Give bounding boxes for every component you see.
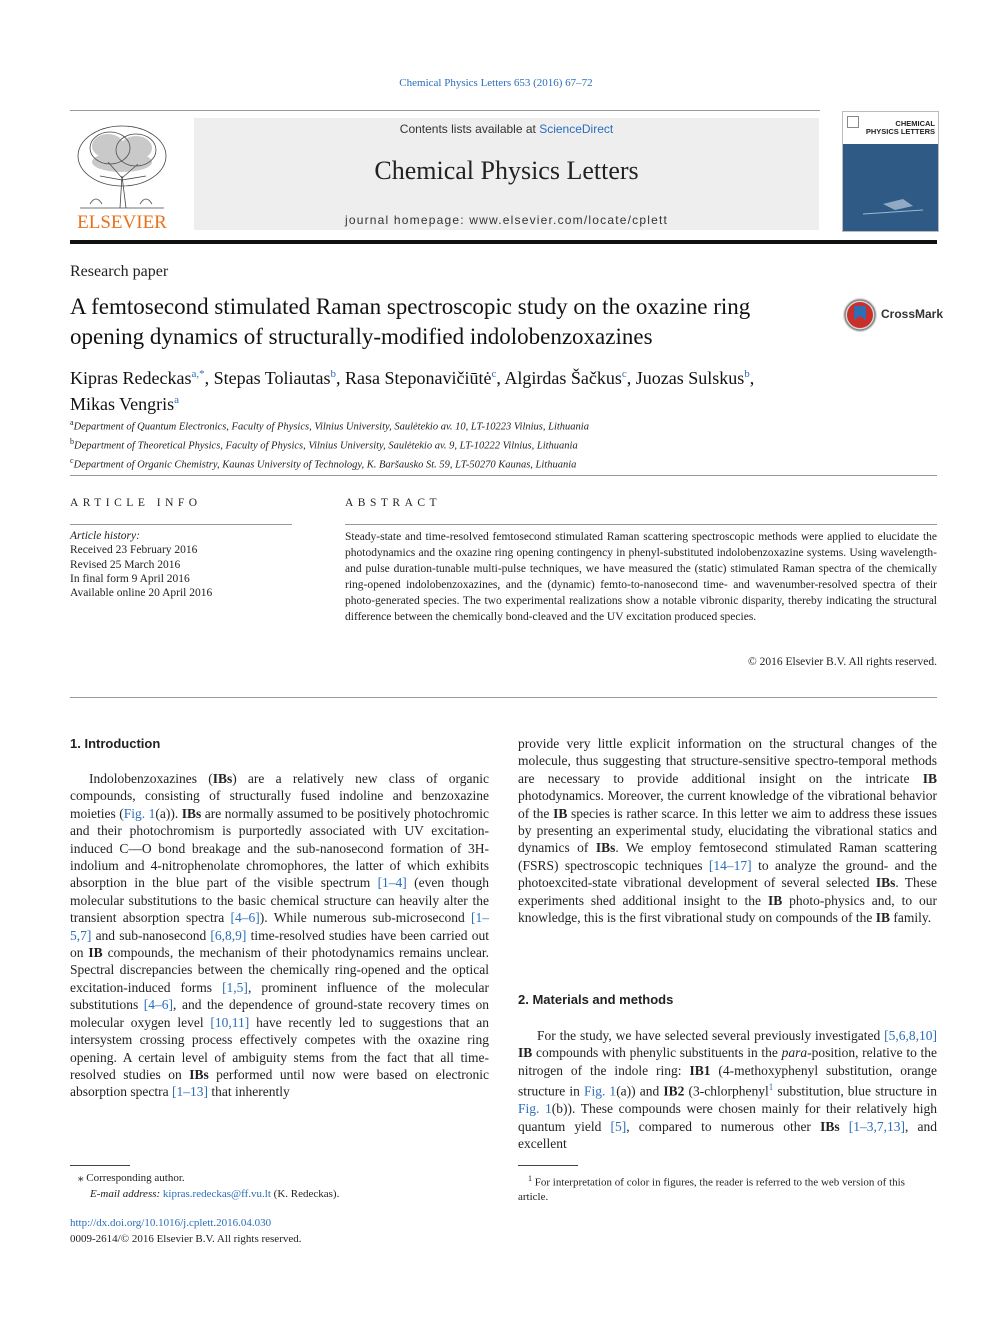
article-type: Research paper [70, 263, 169, 280]
section-heading-methods: 2. Materials and methods [518, 992, 674, 1007]
footnote-marker: 1 [528, 1174, 532, 1183]
affiliation-line: $^c$Department of Organic Chemistry, Kaunas University of Technology, K. Baršausko St. 59, LT-50270 Kaunas, Lithuania [70, 456, 577, 471]
citation-link[interactable]: [4–6] [143, 997, 174, 1013]
cover-elsevier-icon [847, 116, 859, 128]
author-name: Juozas Sulskus [635, 368, 745, 388]
abstract-text: Steady-state and time-resolved femtosecond stimulated Raman scattering spectroscopic methods were applied to elucidate the photodynamics and the oxazine ring opening contingency in phenyl-substituted indolobenzoxazine systems. Using wavelength- and pulse duration-tunable multi-pulse techniques, we have measured the (static) stimulated Raman spectra of the chemically ring-opened indolobenzoxazines, and the (dynamic) femto-to-nanosecond time- and wavenumber-resolved spectra of their photo-generated species. The two experimental realizations show a notable vibronic disparity, thereby indicating the structural difference between the chemically bond-cleaved and the UV excitation produced species. [345, 531, 937, 623]
methods-paragraph-1: For the study, we have selected several previously investigated [5,6,8,10] IB compounds with phenylic substituents in the para-position, relative to the nitrogen of the indole ring: IB1 (4-methoxyphenyl substitution, orange structure in Fig. 1(a)) and IB2 (3-chlorphenyl$^1$ substitution, blue structure in Fig. 1(b)). These compounds were chosen mainly for their relatively high quantum yield [5], compared to numerous other IBs [1–3,7,13], and excellent [518, 1028, 938, 1151]
contents-line [194, 122, 819, 136]
author-name: Kipras Redeckas [70, 368, 192, 388]
bold-term: IBs [181, 805, 202, 821]
doi-block [70, 1216, 302, 1247]
affiliation-mark: a [70, 418, 74, 427]
elsevier-logo [70, 118, 174, 232]
citation-link[interactable]: [1,5] [222, 979, 248, 995]
header-rule [70, 110, 820, 111]
corresponding-author-note: Corresponding author. [86, 1172, 185, 1184]
author-affiliation-mark[interactable]: a,* [191, 368, 205, 380]
citation-link[interactable]: Fig. 1 [583, 1083, 617, 1099]
journal-cover [842, 111, 939, 232]
corresponding-mark: ⁎ [78, 1172, 84, 1184]
history-label: Article history: [70, 530, 140, 542]
revised-date: Revised 25 March 2016 [70, 558, 181, 571]
final-form-date: In final form 9 April 2016 [70, 572, 190, 585]
bold-term: IB [88, 945, 103, 961]
author-affiliation-mark[interactable]: a [174, 394, 180, 406]
cover-title: CHEMICAL PHYSICS LETTERS [865, 119, 935, 136]
footnotes-left [70, 1170, 339, 1202]
elsevier-wordmark: ELSEVIER [77, 212, 167, 232]
footnote-ref[interactable]: 1 [768, 1082, 774, 1093]
affiliation-mark: c [70, 456, 74, 465]
author-name: Stepas Toliautas [213, 368, 331, 388]
footnote-color [518, 1172, 937, 1205]
bold-term: IBs [212, 771, 233, 786]
email-label: E-mail address: [90, 1188, 161, 1200]
citation-link[interactable]: [10,11] [210, 1014, 250, 1030]
bold-term: IBs [189, 1066, 209, 1082]
citation-link[interactable]: [1–4] [377, 875, 407, 891]
crossmark-icon [842, 297, 878, 333]
footnote-rule-left [70, 1165, 130, 1166]
citation-link[interactable]: [5,6,8,10] [884, 1028, 937, 1043]
author-affiliation-mark[interactable]: c [491, 368, 497, 380]
crossmark-label: CrossMark [881, 307, 944, 321]
methods-column [518, 1027, 937, 1152]
citation-link[interactable]: [1–3,7,13] [848, 1118, 905, 1134]
citation-link[interactable]: [14–17] [708, 857, 752, 873]
bold-term: IBs [820, 1118, 840, 1134]
abstract-heading: ABSTRACT [345, 497, 442, 509]
author-name: Mikas Vengris [70, 394, 175, 414]
email-name: (K. Redeckas). [273, 1188, 340, 1200]
journal-header-box [194, 118, 819, 230]
citation-link[interactable]: [4–6] [230, 910, 260, 926]
citation-link[interactable]: [1–13] [171, 1084, 208, 1100]
doi-link[interactable]: http://dx.doi.org/10.1016/j.cplett.2016.04.030 [70, 1217, 272, 1229]
intro-paragraph-2: provide very little explicit information on the structural changes of the molecule, thus suggesting that structure-sensitive spectro-temporal methods are necessary to provide additional insight on the intricate IB photodynamics. Moreover, the current knowledge of the vibrational behavior of the IB species is rather scarce. In this letter we aim to address these issues by presenting an experimental study, elucidating the vibrational statics and dynamics of IBs. We employ femtosecond stimulated Raman scattering (FSRS) spectroscopic techniques [14–17] to analyze the ground- and the photoexcited-state vibrational development of several selected IBs. These experiments shed additional insight to the IB photo-physics and, to our knowledge, this is the first vibrational study on compounds of the IB family. [518, 736, 937, 926]
author-affiliation-mark[interactable]: c [621, 368, 627, 380]
footnote-text: For interpretation of color in figures, the reader is referred to the web version of this article. [518, 1176, 905, 1204]
affiliations [70, 416, 870, 473]
bold-term: IBs [875, 875, 896, 891]
section-rule [70, 475, 937, 476]
bold-term: IB [767, 892, 783, 908]
body-rule [70, 697, 937, 698]
sciencedirect-link[interactable]: ScienceDirect [539, 122, 614, 136]
bold-term: IB2 [663, 1083, 685, 1099]
elsevier-tree-icon [70, 118, 174, 232]
article-history [70, 529, 212, 600]
abstract-rule [345, 524, 937, 525]
citation-link[interactable]: [1–5,7] [70, 910, 489, 943]
article-info-heading: ARTICLE INFO [70, 497, 202, 509]
bold-term: IBs [595, 840, 616, 856]
author-affiliation-mark[interactable]: b [744, 368, 750, 380]
journal-reference[interactable]: Chemical Physics Letters 653 (2016) 67–72 [399, 77, 593, 89]
italic-term: para [781, 1045, 808, 1061]
introduction-column [70, 770, 489, 1101]
footnote-rule-right [518, 1165, 578, 1166]
affiliation-mark: b [70, 437, 74, 446]
bold-term: IB [875, 910, 890, 926]
citation-link[interactable]: Fig. 1 [123, 805, 156, 821]
email-link[interactable]: kipras.redeckas@ff.vu.lt [162, 1188, 271, 1200]
journal-title: Chemical Physics Letters [374, 156, 639, 185]
cover-image [843, 144, 938, 231]
journal-homepage[interactable]: journal homepage: www.elsevier.com/locate/cplett [344, 213, 669, 227]
affiliation-line: $^a$Department of Quantum Electronics, Faculty of Physics, Vilnius University, Saulėtekio av. 10, LT-10223 Vilnius, Lithuania [70, 418, 589, 433]
online-date: Available online 20 April 2016 [70, 587, 213, 600]
issn-copyright: 0009-2614/© 2016 Elsevier B.V. All rights reserved. [70, 1232, 302, 1245]
intro-paragraph-1: Indolobenzoxazines (IBs) are a relatively new class of organic compounds, consisting of structurally fused indoline and benzoxazine moieties (Fig. 1(a)). IBs are normally assumed to be positively photochromic and their photochromism is purportedly associated with UV excitation-induced C—O bond breakage and the sub-nanosecond formation of 3H-indolium and 4-nitrophenolate chromophores, the latter of which exhibits absorption in the blue part of the visible spectrum [1–4] (even though molecular substitutions to the basic chemical structure can heavily alter the transient absorption spectra [4–6]). While numerous sub-microsecond [1–5,7] and sub-nanosecond [6,8,9] time-resolved studies have been carried out on IB compounds, the mechanism of their photodynamics remains unclear. Spectral discrepancies between the chemically ring-opened and the optical excitation-induced forms [1,5], prominent influence of the molecular substitutions [4–6], and the dependence of ground-state recovery times on molecular oxygen level [10,11] have recently led to suggestions that an intersystem crossing process effectively competes with the oxazine ring opening. A certain level of ambiguity stems from the fact that all time-resolved studies on IBs performed until now were based on electronic absorption spectra [1–13] that inherently [70, 771, 490, 1100]
author-name: Rasa Steponavičiūtė [345, 368, 492, 388]
article-info-rule [70, 524, 292, 525]
citation-link[interactable]: [6,8,9] [210, 927, 247, 943]
bold-term: IB [518, 1045, 533, 1061]
bold-term: IB1 [689, 1062, 711, 1078]
received-date: Received 23 February 2016 [70, 544, 198, 557]
header-thick-rule [70, 240, 937, 244]
abstract-copyright: © 2016 Elsevier B.V. All rights reserved. [748, 656, 937, 668]
crossmark-badge[interactable] [842, 297, 942, 333]
introduction-continued-column [518, 735, 937, 926]
author-affiliation-mark[interactable]: b [330, 368, 337, 380]
bold-term: IB [553, 805, 568, 821]
author-name: Algirdas Šačkus [504, 368, 622, 388]
cover-graphic-icon [843, 144, 938, 231]
citation-link[interactable]: [5] [610, 1118, 627, 1134]
section-heading-introduction: 1. Introduction [70, 736, 161, 751]
article-title: A femtosecond stimulated Raman spectroscopic study on the oxazine ring opening dynamics of structurally-modified indolobenzoxazines [70, 294, 751, 349]
bold-term: IB [922, 770, 937, 786]
contents-prefix: Contents lists available at [399, 122, 540, 136]
citation-link[interactable]: Fig. 1 [518, 1101, 552, 1117]
affiliation-line: $^b$Department of Theoretical Physics, Faculty of Physics, Vilnius University, Saulėtekio av. 9, LT-10222 Vilnius, Lithuania [70, 437, 578, 452]
author-list: Kipras Redeckas$^{a,*}$, Stepas Toliautas$^b$, Rasa Steponavičiūtė$^c$, Algirdas Šačkus$^c$, Juozas Sulskus$^b$, Mikas Vengris$^a$ [70, 368, 755, 414]
